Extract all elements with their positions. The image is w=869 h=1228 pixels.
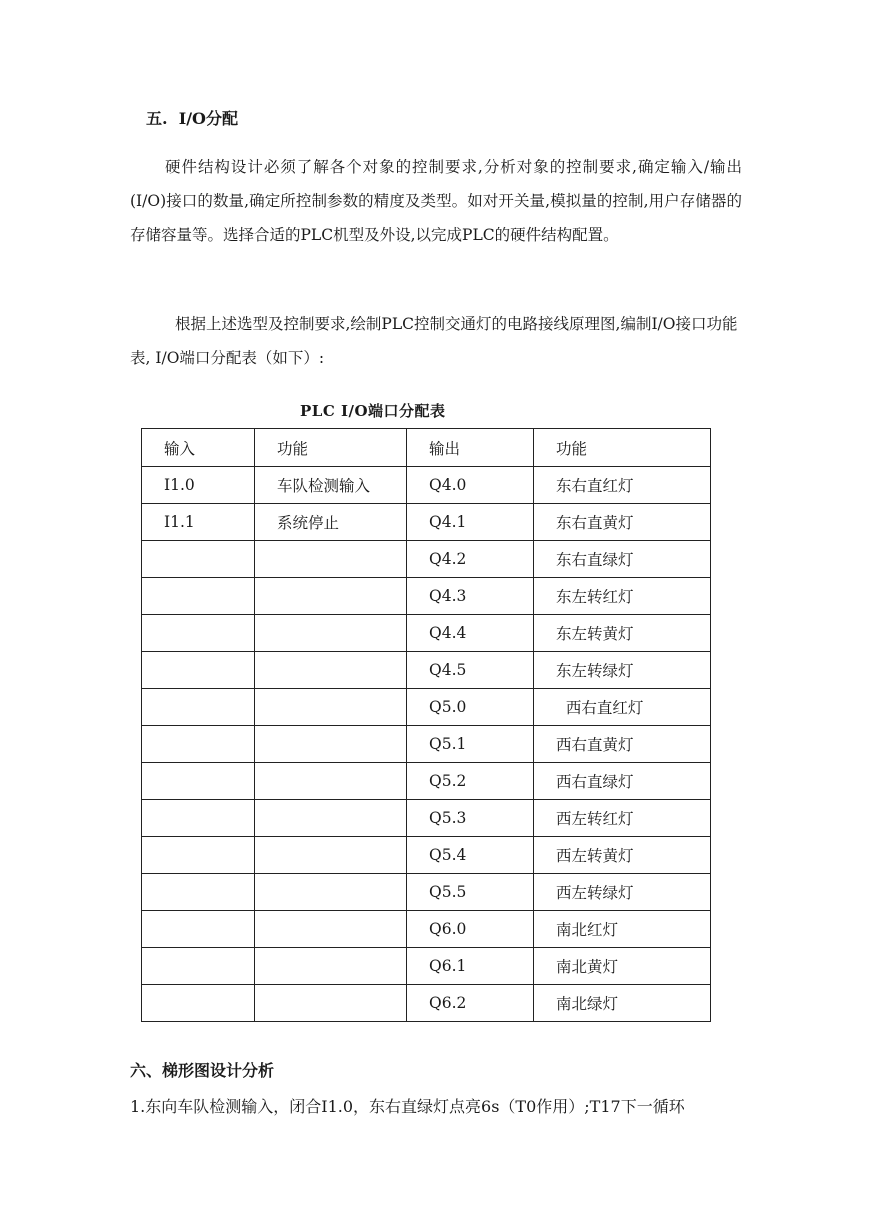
output-cell: Q4.1 <box>407 504 534 541</box>
output-cell: Q5.1 <box>407 726 534 763</box>
output-function-cell: 东右直黄灯 <box>534 504 711 541</box>
function-cell <box>255 948 407 985</box>
function-cell <box>255 837 407 874</box>
output-cell: Q5.2 <box>407 763 534 800</box>
input-cell <box>142 615 255 652</box>
input-cell <box>142 541 255 578</box>
output-cell: Q4.2 <box>407 541 534 578</box>
input-cell <box>142 726 255 763</box>
table-row <box>142 578 711 615</box>
output-function-cell: 西左转黄灯 <box>534 837 711 874</box>
input-cell <box>142 911 255 948</box>
input-cell <box>142 985 255 1022</box>
output-function-cell: 南北绿灯 <box>534 985 711 1022</box>
input-cell <box>142 652 255 689</box>
function-cell <box>255 874 407 911</box>
table-row <box>142 615 711 652</box>
header-cell-function: 功能 <box>255 429 407 467</box>
output-function-cell: 东左转绿灯 <box>534 652 711 689</box>
function-cell: 车队检测输入 <box>255 467 407 504</box>
function-cell <box>255 800 407 837</box>
output-cell: Q4.3 <box>407 578 534 615</box>
function-cell <box>255 578 407 615</box>
output-function-cell: 西左转红灯 <box>534 800 711 837</box>
output-function-cell: 南北红灯 <box>534 911 711 948</box>
output-cell: Q6.2 <box>407 985 534 1022</box>
input-cell <box>142 837 255 874</box>
table-row <box>142 763 711 800</box>
output-cell: Q5.5 <box>407 874 534 911</box>
input-cell <box>142 874 255 911</box>
input-cell: I1.0 <box>142 467 255 504</box>
table-row <box>142 689 711 726</box>
table-row <box>142 874 711 911</box>
output-function-cell: 东右直红灯 <box>534 467 711 504</box>
header-cell-function: 功能 <box>534 429 711 467</box>
input-cell <box>142 800 255 837</box>
input-cell <box>142 763 255 800</box>
output-function-cell: 东左转黄灯 <box>534 615 711 652</box>
function-cell <box>255 689 407 726</box>
header-cell-input: 输入 <box>142 429 255 467</box>
function-cell <box>255 652 407 689</box>
section-heading-io-allocation: 五. I/O分配 <box>146 109 238 128</box>
output-cell: Q5.4 <box>407 837 534 874</box>
table-row <box>142 467 711 504</box>
table-row <box>142 541 711 578</box>
output-function-cell: 南北黄灯 <box>534 948 711 985</box>
function-cell <box>255 726 407 763</box>
input-cell <box>142 948 255 985</box>
function-cell <box>255 763 407 800</box>
section-heading-ladder-design: 六、梯形图设计分析 <box>130 1061 275 1080</box>
io-allocation-table <box>141 428 711 1022</box>
output-cell: Q6.1 <box>407 948 534 985</box>
paragraph-wiring-intro: 根据上述选型及控制要求,绘制PLC控制交通灯的电路接线原理图,编制I/O接口功能表, I/O端口分配表（如下）: <box>130 315 738 367</box>
header-cell-output: 输出 <box>407 429 534 467</box>
table-row <box>142 837 711 874</box>
table-row <box>142 726 711 763</box>
function-cell <box>255 541 407 578</box>
output-function-cell: 西左转绿灯 <box>534 874 711 911</box>
output-function-cell: 西右直黄灯 <box>534 726 711 763</box>
table-row <box>142 985 711 1022</box>
function-cell: 系统停止 <box>255 504 407 541</box>
table-row <box>142 800 711 837</box>
table-row <box>142 652 711 689</box>
table-header-row <box>142 429 711 467</box>
input-cell: I1.1 <box>142 504 255 541</box>
table-caption: PLC I/O端口分配表 <box>300 402 446 420</box>
output-function-cell: 东左转红灯 <box>534 578 711 615</box>
output-function-cell: 西右直红灯 <box>534 689 711 726</box>
function-cell <box>255 911 407 948</box>
table-row <box>142 948 711 985</box>
output-cell: Q5.0 <box>407 689 534 726</box>
output-cell: Q5.3 <box>407 800 534 837</box>
function-cell <box>255 985 407 1022</box>
input-cell <box>142 578 255 615</box>
table-row <box>142 504 711 541</box>
output-cell: Q6.0 <box>407 911 534 948</box>
output-function-cell: 西右直绿灯 <box>534 763 711 800</box>
paragraph-hardware-design: 硬件结构设计必须了解各个对象的控制要求,分析对象的控制要求,确定输入/输出(I/O)接口的数量,确定所控制参数的精度及类型。如对开关量,模拟量的控制,用户存储器的存储容量等。选择合适的PLC机型及外设,以完成PLC的硬件结构配置。 <box>130 158 742 244</box>
function-cell <box>255 615 407 652</box>
output-cell: Q4.0 <box>407 467 534 504</box>
ladder-analysis-line-1: 1.东向车队检测输入，闭合I1.0，东右直绿灯点亮6s（T0作用）;T17下一循环 <box>130 1097 685 1116</box>
output-cell: Q4.5 <box>407 652 534 689</box>
input-cell <box>142 689 255 726</box>
output-function-cell: 东右直绿灯 <box>534 541 711 578</box>
output-cell: Q4.4 <box>407 615 534 652</box>
table-row <box>142 911 711 948</box>
